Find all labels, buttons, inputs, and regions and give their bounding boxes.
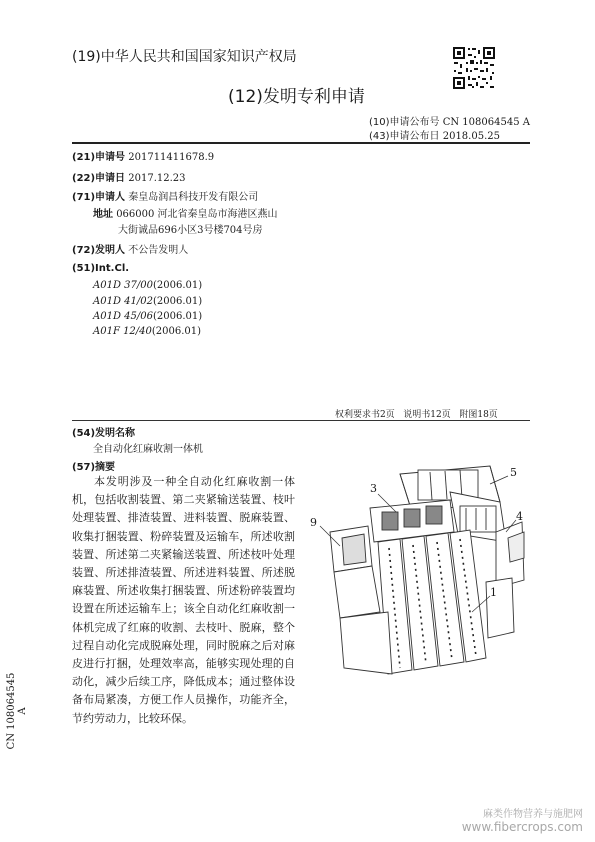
doc-type-line [228, 82, 365, 107]
issuer-code: (19) [72, 49, 101, 65]
figure-label-4: 4 [516, 510, 523, 523]
ipc-version: (2006.01) [152, 280, 203, 291]
ipc-version: (2006.01) [152, 311, 203, 322]
pub-number-line [369, 113, 530, 128]
qr-code [452, 46, 496, 90]
address-line-2: 大街诚品696小区3号楼704号房 [118, 225, 263, 236]
biblio-divider [72, 420, 530, 421]
pub-date-line [369, 127, 500, 142]
ipc-code: A01D 41/02 [93, 296, 153, 307]
ipc-code: A01F 12/40 [93, 326, 152, 337]
applicant-line [72, 188, 258, 203]
figure-label-5: 5 [510, 466, 517, 479]
filing-date-line [72, 169, 186, 184]
pages-info: 权利要求书2页 说明书12页 附图18页 [335, 410, 498, 420]
inventor: 不公告发明人 [128, 245, 189, 256]
pub-number-label: (10)申请公布号 [369, 117, 440, 128]
ipc-version: (2006.01) [152, 296, 203, 307]
application-number-line [72, 148, 214, 163]
filing-date-label: (22)申请日 [72, 173, 126, 184]
doc-type: 发明专利申请 [262, 87, 365, 107]
applicant-label: (71)申请人 [72, 192, 126, 203]
application-number: 201711411678.9 [128, 152, 215, 163]
pub-number: CN 108064545 A [442, 117, 530, 128]
ipc-version: (2006.01) [151, 326, 202, 337]
issuer-line [72, 46, 297, 66]
header-divider [72, 142, 530, 144]
address-line-1: 066000 河北省秦皇岛市海港区燕山 [116, 209, 278, 220]
ipc-label-text: (51)Int.Cl. [72, 263, 130, 274]
issuer-name: 中华人民共和国国家知识产权局 [100, 49, 297, 65]
title-label: (54)发明名称 [72, 428, 136, 439]
address-line [93, 205, 278, 220]
ipc-row [93, 280, 202, 291]
ipc-row [93, 311, 202, 322]
ipc-label [72, 263, 129, 274]
ipc-row [93, 296, 202, 307]
invention-title: 全自动化红麻收割一体机 [93, 444, 203, 455]
inventor-label: (72)发明人 [72, 245, 126, 256]
abstract-label: (57)摘要 [72, 462, 116, 473]
watermark-url: www.fibercrops.com [461, 820, 583, 834]
abstract-body: 本发明涉及一种全自动化红麻收割一体机，包括收割装置、第二夹紧输送装置、枝叶处理装置、排渣装置、进料装置、脱麻装置、收集打捆装置、粉碎装置及运输车，所述收割装置、所述第二夹紧输送装置、所述枝叶处理装置、所述排渣装置、所述进料装置、所述脱麻装置、所述收集打捆装置、所述粉碎装置均设置在所述运输车上；该全自动化红麻收割一体机完成了红麻的收割、去枝叶、脱麻，整个过程自动化完成脱麻处理，同时脱麻之后对麻皮进行打捆，处理效率高，能够实现处理的自动化，减少后续工序，降低成本；通过整体设备布局紧凑，方便工作人员操作，功能齐全，节约劳动力，比较环保。 [72, 475, 295, 725]
pub-date: 2018.05.25 [442, 131, 500, 142]
ipc-code: A01D 45/06 [93, 311, 153, 322]
pub-date-label: (43)申请公布日 [369, 131, 440, 142]
inventor-line [72, 241, 188, 256]
figure-label-1: 1 [490, 586, 497, 599]
side-publication-code: CN 108064545 A [6, 672, 28, 750]
application-number-label: (21)申请号 [72, 152, 126, 163]
address-label: 地址 [93, 209, 113, 220]
abstract-text [72, 473, 295, 728]
figure-label-9: 9 [310, 516, 317, 529]
doc-type-code: (12) [228, 87, 263, 107]
ipc-row [93, 326, 201, 337]
applicant: 秦皇岛润昌科技开发有限公司 [128, 192, 259, 203]
ipc-code: A01D 37/00 [93, 280, 153, 291]
patent-figure [300, 462, 530, 677]
watermark [462, 805, 583, 834]
figure-label-3: 3 [370, 482, 377, 495]
filing-date: 2017.12.23 [128, 173, 186, 184]
watermark-title: 麻类作物营养与施肥网 [483, 809, 583, 820]
